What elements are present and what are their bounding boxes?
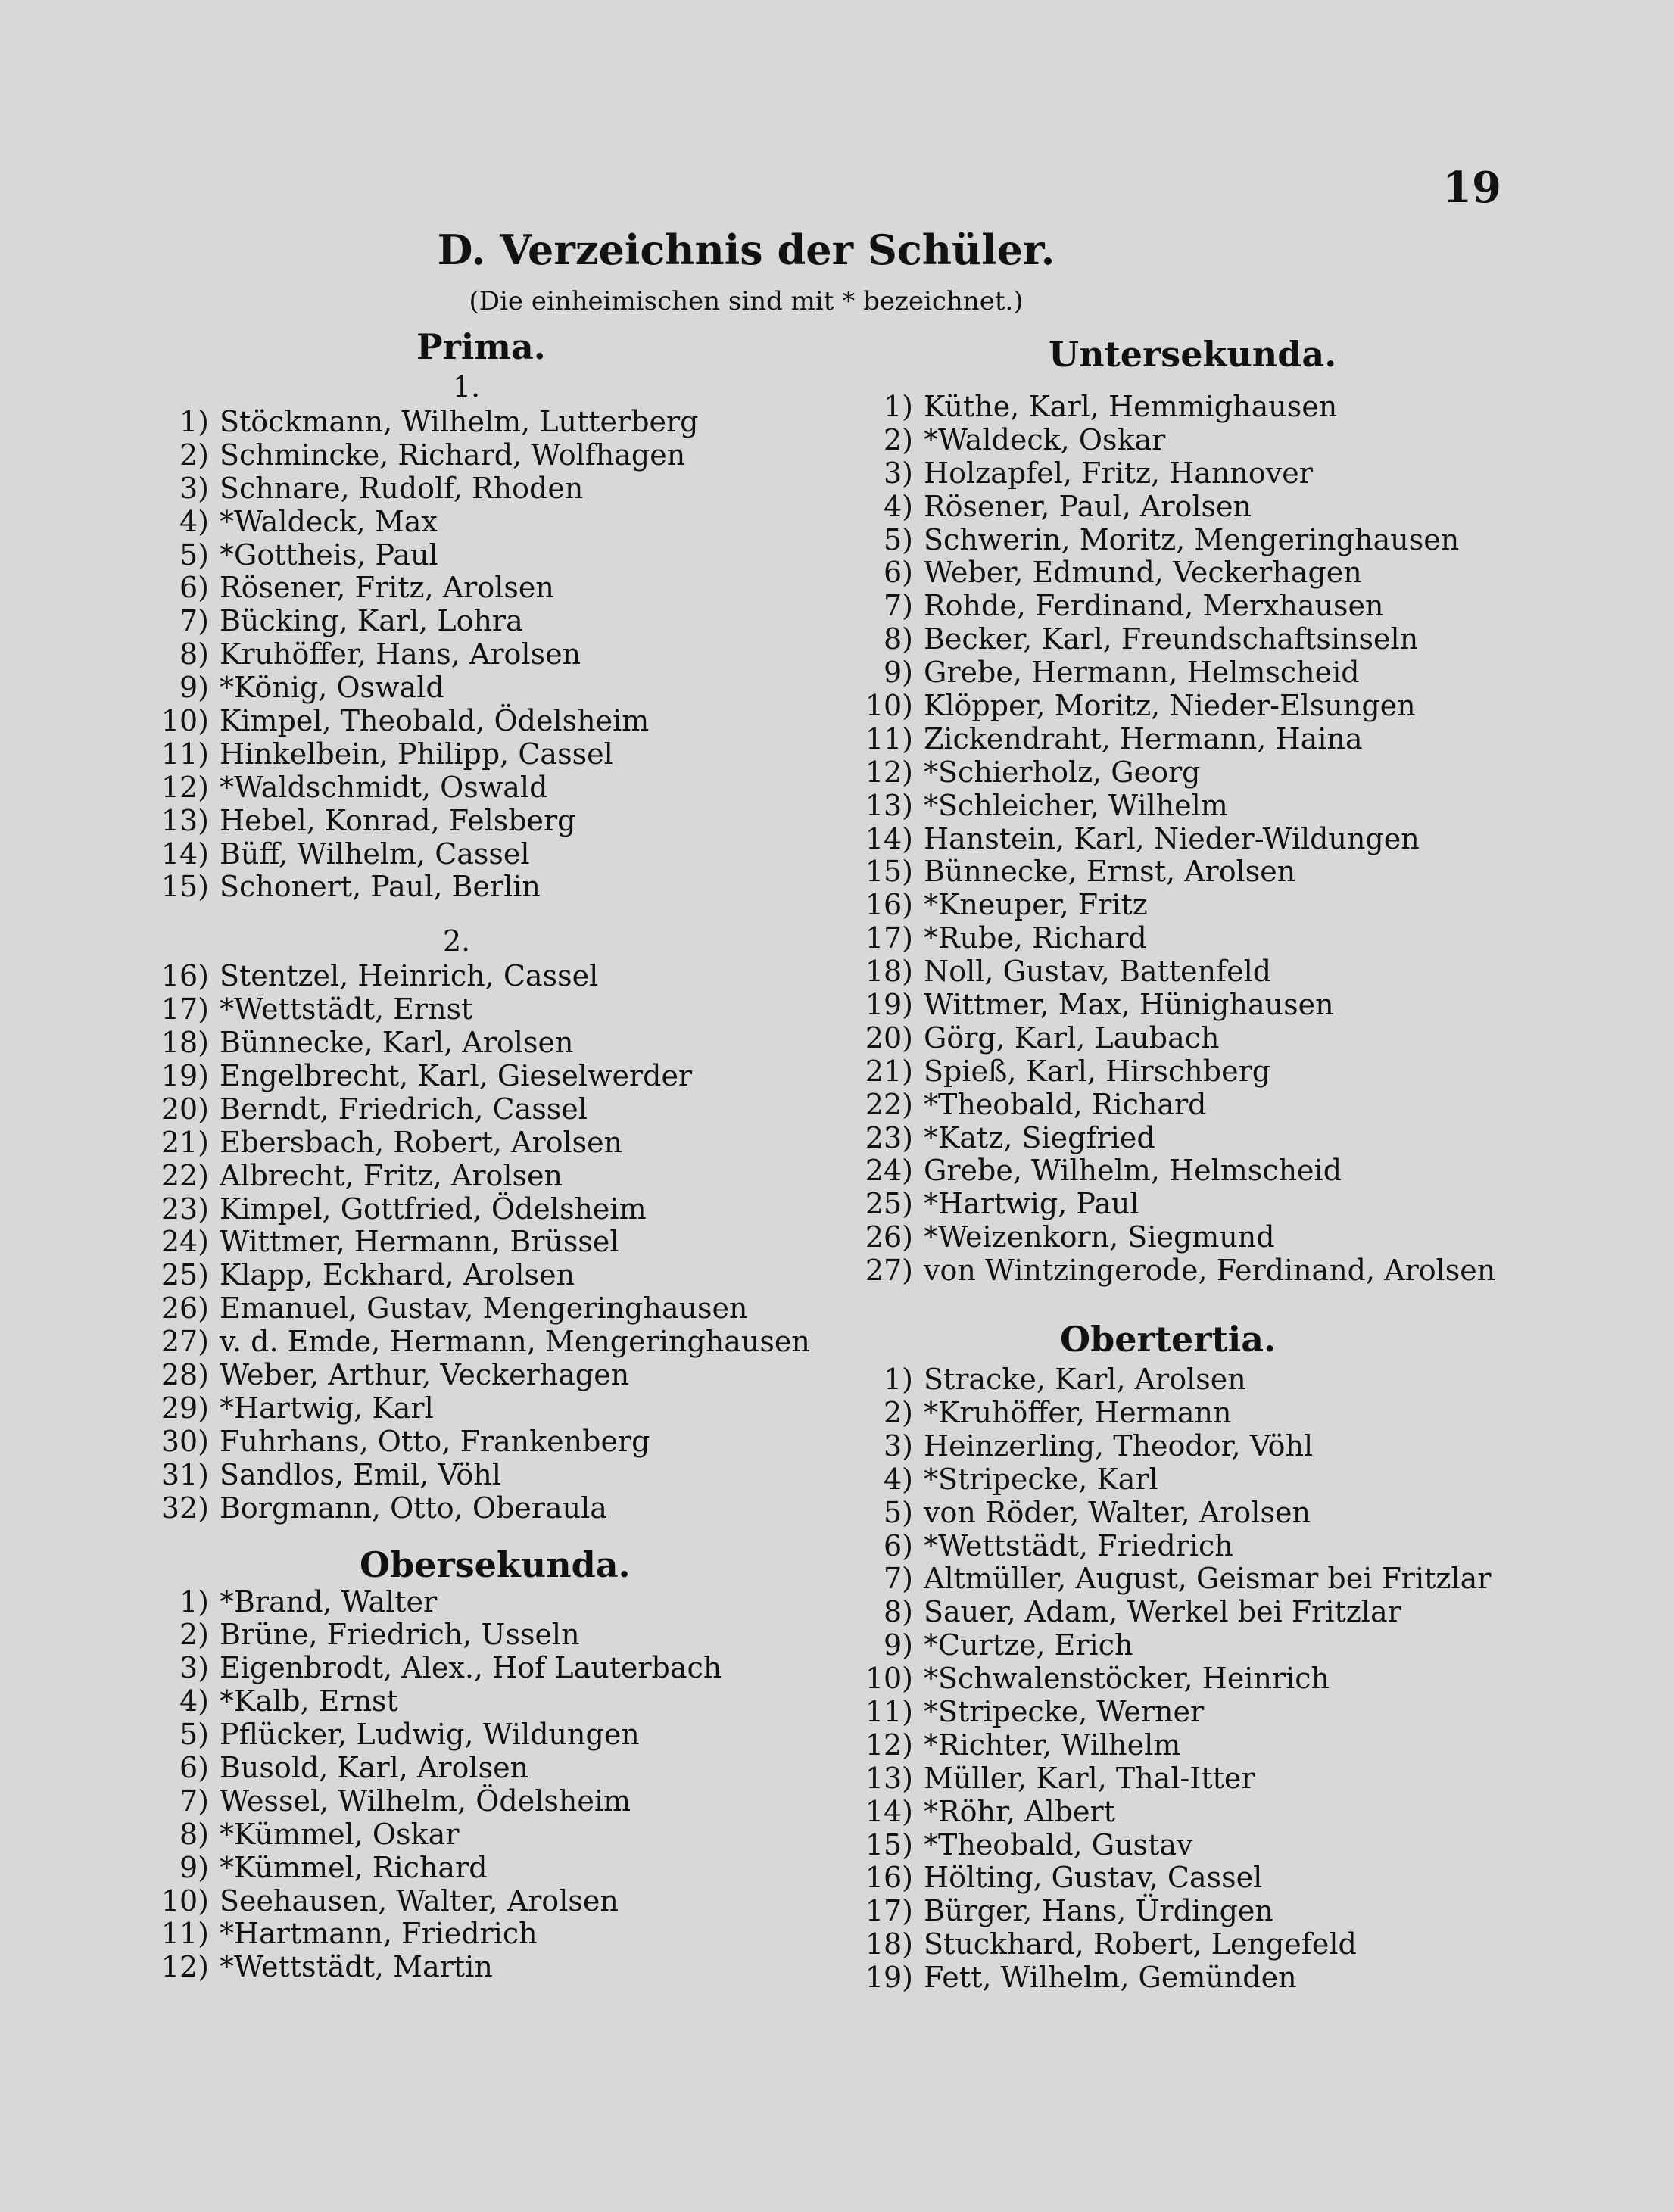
- student-name: Sandlos, Emil, Vöhl: [220, 1457, 501, 1491]
- student-row: [856, 1497, 1613, 1530]
- student-name: Seehausen, Walter, Arolsen: [220, 1883, 619, 1918]
- student-number: 23): [161, 1192, 209, 1226]
- student-name: Wessel, Wilhelm, Ödelsheim: [220, 1784, 631, 1818]
- student-number: 2): [883, 422, 913, 456]
- student-number: 17): [161, 992, 209, 1027]
- student-name: Büff, Wilhelm, Cassel: [220, 837, 530, 871]
- student-number: 8): [883, 622, 913, 656]
- student-number: 12): [161, 1950, 209, 1984]
- student-number: 20): [161, 1092, 209, 1126]
- student-name: Albrecht, Fritz, Arolsen: [220, 1158, 563, 1192]
- student-name: Hinkelbein, Philipp, Cassel: [220, 737, 613, 771]
- student-name: Kimpel, Theobald, Ödelsheim: [220, 704, 650, 738]
- student-number: 3): [179, 1651, 209, 1685]
- student-number: 26): [865, 1220, 913, 1254]
- student-row: [856, 1596, 1613, 1629]
- student-name: *Brand, Walter: [220, 1584, 438, 1618]
- student-name: Grebe, Wilhelm, Helmscheid: [924, 1154, 1342, 1188]
- student-name: Rösener, Paul, Arolsen: [924, 489, 1252, 523]
- student-name: *Richter, Wilhelm: [924, 1728, 1181, 1762]
- student-row: [856, 855, 1613, 889]
- student-row: [151, 1618, 795, 1652]
- student-row: [856, 1862, 1613, 1895]
- student-name: Schonert, Paul, Berlin: [220, 870, 541, 904]
- student-name: Holzapfel, Fritz, Hannover: [924, 456, 1313, 490]
- student-number: 7): [179, 1784, 209, 1818]
- student-name: *Hartwig, Karl: [220, 1391, 434, 1425]
- student-row: [856, 1254, 1613, 1288]
- student-name: *Kruhöffer, Hermann: [924, 1395, 1232, 1429]
- student-name: von Wintzingerode, Ferdinand, Arolsen: [924, 1254, 1496, 1288]
- student-number: 26): [161, 1291, 209, 1326]
- student-name: Noll, Gustav, Battenfeld: [924, 955, 1272, 989]
- student-number: 20): [865, 1020, 913, 1055]
- student-row: [151, 1359, 795, 1392]
- student-row: [151, 960, 795, 993]
- student-name: Stentzel, Heinrich, Cassel: [220, 959, 599, 993]
- student-number: 14): [865, 821, 913, 855]
- student-number: 8): [883, 1595, 913, 1629]
- student-name: *Stripecke, Karl: [924, 1462, 1158, 1496]
- student-name: Hanstein, Karl, Nieder-Wildungen: [924, 821, 1420, 855]
- student-number: 15): [161, 870, 209, 904]
- student-row: [856, 1696, 1613, 1729]
- student-row: [856, 424, 1613, 457]
- student-row: [151, 1951, 795, 1984]
- student-number: 5): [179, 537, 209, 572]
- student-name: Busold, Karl, Arolsen: [220, 1750, 529, 1784]
- student-name: *Wettstädt, Martin: [220, 1950, 493, 1984]
- student-row: [151, 1093, 795, 1126]
- student-number: 22): [161, 1158, 209, 1192]
- student-number: 11): [865, 721, 913, 756]
- student-number: 12): [865, 755, 913, 789]
- student-number: 7): [179, 604, 209, 638]
- obersekunda-list: [151, 1586, 795, 1985]
- student-name: Klapp, Eckhard, Arolsen: [220, 1258, 575, 1292]
- student-row: [151, 1818, 795, 1852]
- student-row: [856, 889, 1613, 922]
- student-number: 31): [161, 1457, 209, 1491]
- student-number: 6): [883, 556, 913, 590]
- student-row: [856, 524, 1613, 557]
- student-name: *Waldeck, Max: [220, 504, 438, 538]
- student-name: Becker, Karl, Freundschaftsinseln: [924, 622, 1419, 656]
- student-row: [151, 1392, 795, 1425]
- student-row: [856, 922, 1613, 955]
- student-name: *Schwalenstöcker, Heinrich: [924, 1662, 1330, 1696]
- student-name: Stracke, Karl, Arolsen: [924, 1363, 1246, 1397]
- student-name: Bürger, Hans, Ürdingen: [924, 1894, 1273, 1928]
- student-row: [856, 955, 1613, 989]
- student-number: 1): [179, 405, 209, 438]
- student-row: [856, 1463, 1613, 1497]
- student-row: [856, 690, 1613, 723]
- student-row: [151, 572, 795, 605]
- student-number: 18): [161, 1026, 209, 1060]
- student-number: 27): [161, 1325, 209, 1359]
- student-number: 17): [865, 1894, 913, 1928]
- student-row: [856, 1022, 1613, 1055]
- student-name: Sauer, Adam, Werkel bei Fritzlar: [924, 1595, 1401, 1629]
- student-row: [151, 472, 795, 506]
- student-number: 14): [865, 1794, 913, 1828]
- student-row: [856, 1055, 1613, 1089]
- student-number: 11): [161, 737, 209, 771]
- student-number: 32): [161, 1491, 209, 1525]
- student-number: 1): [179, 1584, 209, 1618]
- student-name: *Kalb, Ernst: [220, 1684, 398, 1718]
- left-column: [151, 326, 810, 1984]
- student-row: [856, 1154, 1613, 1188]
- student-name: Weber, Arthur, Veckerhagen: [220, 1358, 630, 1392]
- student-number: 13): [161, 803, 209, 837]
- student-row: [856, 823, 1613, 856]
- student-name: Bünnecke, Karl, Arolsen: [220, 1026, 574, 1060]
- student-number: 1): [883, 390, 913, 423]
- student-number: 15): [865, 855, 913, 889]
- student-number: 1): [883, 1363, 913, 1397]
- student-row: [856, 1961, 1613, 1995]
- student-number: 11): [865, 1694, 913, 1728]
- page-subtitle: [0, 286, 1674, 316]
- student-row: [856, 756, 1613, 790]
- student-row: [151, 1060, 795, 1093]
- student-number: 19): [865, 988, 913, 1022]
- student-name: Weber, Edmund, Veckerhagen: [924, 556, 1362, 590]
- student-number: 2): [883, 1395, 913, 1429]
- student-name: *König, Oswald: [220, 671, 444, 705]
- student-number: 12): [161, 770, 209, 804]
- student-row: [856, 656, 1613, 690]
- student-row: [856, 556, 1613, 590]
- student-row: [151, 1852, 795, 1885]
- obertertia-list: [856, 1363, 1613, 1995]
- student-row: [151, 993, 795, 1027]
- student-number: 13): [865, 1761, 913, 1795]
- student-name: Kruhöffer, Hans, Arolsen: [220, 637, 581, 671]
- student-name: *Schierholz, Georg: [924, 755, 1201, 789]
- student-row: [856, 1188, 1613, 1221]
- student-number: 9): [883, 1628, 913, 1662]
- student-row: [856, 1221, 1613, 1254]
- student-name: Engelbrecht, Karl, Gieselwerder: [220, 1059, 693, 1093]
- student-row: [151, 1160, 795, 1193]
- student-name: v. d. Emde, Hermann, Mengeringhausen: [220, 1325, 810, 1359]
- student-row: [856, 1928, 1613, 1961]
- prima-list-2: [151, 959, 810, 1525]
- prima-section-1-label: 1.: [453, 370, 481, 403]
- student-row: [856, 457, 1613, 491]
- student-name: *Katz, Siegfried: [924, 1120, 1155, 1154]
- student-number: 24): [865, 1154, 913, 1188]
- student-number: 16): [865, 888, 913, 922]
- student-name: *Rube, Richard: [924, 921, 1147, 955]
- student-name: *Kümmel, Oskar: [220, 1817, 460, 1851]
- student-row: [151, 1259, 795, 1292]
- student-number: 19): [161, 1059, 209, 1093]
- student-number: 22): [865, 1087, 913, 1121]
- student-number: 5): [883, 522, 913, 556]
- student-row: [151, 506, 795, 539]
- student-name: von Röder, Walter, Arolsen: [924, 1495, 1311, 1529]
- student-name: Küthe, Karl, Hemmighausen: [924, 390, 1338, 423]
- student-row: [151, 539, 795, 572]
- student-name: *Hartwig, Paul: [924, 1187, 1139, 1221]
- student-name: Eigenbrodt, Alex., Hof Lauterbach: [220, 1651, 722, 1685]
- student-name: Fuhrhans, Otto, Frankenberg: [220, 1424, 650, 1458]
- student-row: [151, 439, 795, 472]
- student-row: [151, 1325, 810, 1359]
- student-name: Pflücker, Ludwig, Wildungen: [220, 1718, 640, 1752]
- student-number: 13): [865, 788, 913, 822]
- student-number: 6): [179, 571, 209, 605]
- student-row: [856, 1729, 1613, 1762]
- student-name: Berndt, Friedrich, Cassel: [220, 1092, 588, 1126]
- student-row: [856, 1629, 1613, 1662]
- student-row: [151, 1126, 795, 1160]
- student-number: 18): [865, 955, 913, 989]
- student-row: [856, 1829, 1613, 1862]
- student-number: 6): [179, 1750, 209, 1784]
- student-row: [151, 738, 795, 771]
- student-number: 12): [865, 1728, 913, 1762]
- student-row: [856, 989, 1613, 1022]
- student-row: [151, 1918, 795, 1951]
- student-name: Klöpper, Moritz, Nieder-Elsungen: [924, 689, 1416, 723]
- prima-list-1: [151, 406, 795, 904]
- student-number: 11): [161, 1917, 209, 1951]
- student-number: 2): [179, 1618, 209, 1652]
- student-name: *Waldeck, Oskar: [924, 422, 1166, 456]
- student-name: *Röhr, Albert: [924, 1794, 1115, 1828]
- student-name: Hebel, Konrad, Felsberg: [220, 803, 576, 837]
- student-number: 4): [883, 1462, 913, 1496]
- student-row: [856, 1762, 1613, 1796]
- student-number: 9): [179, 1850, 209, 1884]
- obertertia-heading: Obertertia.: [1060, 1319, 1277, 1360]
- student-name: *Waldschmidt, Oswald: [220, 770, 548, 804]
- student-row: [151, 1425, 795, 1459]
- student-number: 24): [161, 1225, 209, 1259]
- student-number: 15): [865, 1827, 913, 1862]
- student-name: Görg, Karl, Laubach: [924, 1020, 1220, 1055]
- page-title: [0, 226, 1674, 274]
- student-name: Emanuel, Gustav, Mengeringhausen: [220, 1291, 748, 1326]
- student-row: [151, 1586, 795, 1619]
- student-row: [151, 805, 795, 838]
- untersekunda-heading: Untersekunda.: [1049, 334, 1337, 375]
- student-name: *Gottheis, Paul: [220, 537, 438, 572]
- student-row: [856, 1430, 1613, 1463]
- student-number: 10): [865, 1662, 913, 1696]
- student-number: 3): [883, 456, 913, 490]
- student-row: [151, 1193, 795, 1226]
- student-name: Grebe, Hermann, Helmscheid: [924, 656, 1360, 690]
- student-name: Hölting, Gustav, Cassel: [924, 1861, 1263, 1895]
- student-number: 6): [883, 1528, 913, 1562]
- student-row: [151, 605, 795, 638]
- student-row: [151, 1652, 795, 1685]
- student-number: 8): [179, 637, 209, 671]
- student-name: Borgmann, Otto, Oberaula: [220, 1491, 607, 1525]
- student-row: [151, 406, 795, 439]
- student-name: Wittmer, Max, Hünighausen: [924, 988, 1334, 1022]
- student-name: Schnare, Rudolf, Rhoden: [220, 471, 584, 505]
- student-number: 21): [161, 1125, 209, 1159]
- page-subtitle-text: (Die einheimischen sind mit * bezeichnet.): [469, 286, 1024, 316]
- student-name: Wittmer, Hermann, Brüssel: [220, 1225, 619, 1259]
- student-name: Fett, Wilhelm, Gemünden: [924, 1961, 1297, 1995]
- student-number: 3): [883, 1428, 913, 1463]
- student-number: 27): [865, 1254, 913, 1288]
- student-row: [856, 790, 1613, 823]
- student-row: [856, 1122, 1613, 1155]
- student-name: Heinzerling, Theodor, Vöhl: [924, 1428, 1314, 1463]
- student-name: *Wettstädt, Friedrich: [924, 1528, 1233, 1562]
- student-number: 4): [883, 489, 913, 523]
- student-name: *Kümmel, Richard: [220, 1850, 488, 1884]
- student-number: 18): [865, 1927, 913, 1961]
- student-number: 25): [865, 1187, 913, 1221]
- page-number: 19: [1442, 163, 1501, 213]
- student-row: [151, 1885, 795, 1918]
- student-row: [151, 638, 795, 671]
- student-name: *Curtze, Erich: [924, 1628, 1133, 1662]
- student-name: *Stripecke, Werner: [924, 1694, 1205, 1728]
- student-row: [856, 1089, 1613, 1122]
- student-row: [856, 1562, 1613, 1596]
- student-row: [856, 590, 1613, 623]
- student-number: 3): [179, 471, 209, 505]
- obersekunda-heading: Obersekunda.: [360, 1544, 631, 1585]
- student-number: 16): [161, 959, 209, 993]
- student-number: 25): [161, 1258, 209, 1292]
- student-row: [151, 1492, 795, 1525]
- student-row: [151, 1292, 795, 1326]
- student-row: [151, 1027, 795, 1060]
- student-row: [151, 1226, 795, 1259]
- student-number: 10): [865, 689, 913, 723]
- student-name: Rösener, Fritz, Arolsen: [220, 571, 554, 605]
- student-row: [151, 1718, 795, 1752]
- student-row: [856, 491, 1613, 524]
- prima-section-2-label: 2.: [443, 924, 471, 958]
- student-number: 2): [179, 438, 209, 472]
- student-name: *Theobald, Richard: [924, 1087, 1207, 1121]
- student-row: [151, 871, 795, 904]
- student-name: Stöckmann, Wilhelm, Lutterberg: [220, 405, 699, 438]
- student-number: 4): [179, 1684, 209, 1718]
- student-name: Müller, Karl, Thal-Itter: [924, 1761, 1255, 1795]
- student-number: 9): [883, 656, 913, 690]
- student-number: 17): [865, 921, 913, 955]
- student-row: [151, 1459, 795, 1492]
- prima-heading: Prima.: [416, 326, 546, 367]
- student-row: [151, 671, 795, 705]
- student-name: Brüne, Friedrich, Usseln: [220, 1618, 580, 1652]
- untersekunda-list: [856, 391, 1613, 1288]
- student-name: Schmincke, Richard, Wolfhagen: [220, 438, 686, 472]
- student-name: Bücking, Karl, Lohra: [220, 604, 523, 638]
- student-number: 5): [179, 1718, 209, 1752]
- student-number: 7): [883, 589, 913, 623]
- student-row: [151, 838, 795, 871]
- student-row: [856, 723, 1613, 756]
- student-name: Bünnecke, Ernst, Arolsen: [924, 855, 1296, 889]
- student-name: Altmüller, August, Geismar bei Fritzlar: [924, 1562, 1492, 1596]
- student-name: Schwerin, Moritz, Mengeringhausen: [924, 522, 1460, 556]
- student-row: [856, 1662, 1613, 1696]
- student-name: *Schleicher, Wilhelm: [924, 788, 1228, 822]
- student-number: 19): [865, 1961, 913, 1995]
- student-number: 30): [161, 1424, 209, 1458]
- student-number: 4): [179, 504, 209, 538]
- student-row: [856, 623, 1613, 656]
- student-number: 5): [883, 1495, 913, 1529]
- student-name: Stuckhard, Robert, Lengefeld: [924, 1927, 1357, 1961]
- student-number: 9): [179, 671, 209, 705]
- student-name: Spieß, Karl, Hirschberg: [924, 1054, 1271, 1088]
- student-row: [856, 1895, 1613, 1928]
- student-number: 16): [865, 1861, 913, 1895]
- student-name: Rohde, Ferdinand, Merxhausen: [924, 589, 1384, 623]
- student-row: [856, 1363, 1613, 1397]
- student-name: *Kneuper, Fritz: [924, 888, 1148, 922]
- student-row: [151, 771, 795, 805]
- right-column: [856, 333, 1613, 1995]
- student-row: [856, 1397, 1613, 1430]
- student-number: 21): [865, 1054, 913, 1088]
- student-row: [151, 1785, 795, 1818]
- student-row: [151, 705, 795, 738]
- student-number: 23): [865, 1120, 913, 1154]
- student-number: 10): [161, 704, 209, 738]
- student-number: 7): [883, 1562, 913, 1596]
- student-row: [151, 1752, 795, 1785]
- student-number: 29): [161, 1391, 209, 1425]
- page-title-text: D. Verzeichnis der Schüler.: [437, 226, 1055, 274]
- student-number: 14): [161, 837, 209, 871]
- student-row: [856, 1796, 1613, 1829]
- student-name: *Wettstädt, Ernst: [220, 992, 473, 1027]
- student-number: 28): [161, 1358, 209, 1392]
- student-name: *Weizenkorn, Siegmund: [924, 1220, 1275, 1254]
- student-name: *Theobald, Gustav: [924, 1827, 1193, 1862]
- student-name: Kimpel, Gottfried, Ödelsheim: [220, 1192, 647, 1226]
- student-row: [856, 391, 1613, 424]
- student-name: *Hartmann, Friedrich: [220, 1917, 538, 1951]
- student-name: Zickendraht, Hermann, Haina: [924, 721, 1363, 756]
- student-row: [856, 1530, 1613, 1563]
- student-number: 10): [161, 1883, 209, 1918]
- student-name: Ebersbach, Robert, Arolsen: [220, 1125, 623, 1159]
- student-number: 8): [179, 1817, 209, 1851]
- student-row: [151, 1685, 795, 1718]
